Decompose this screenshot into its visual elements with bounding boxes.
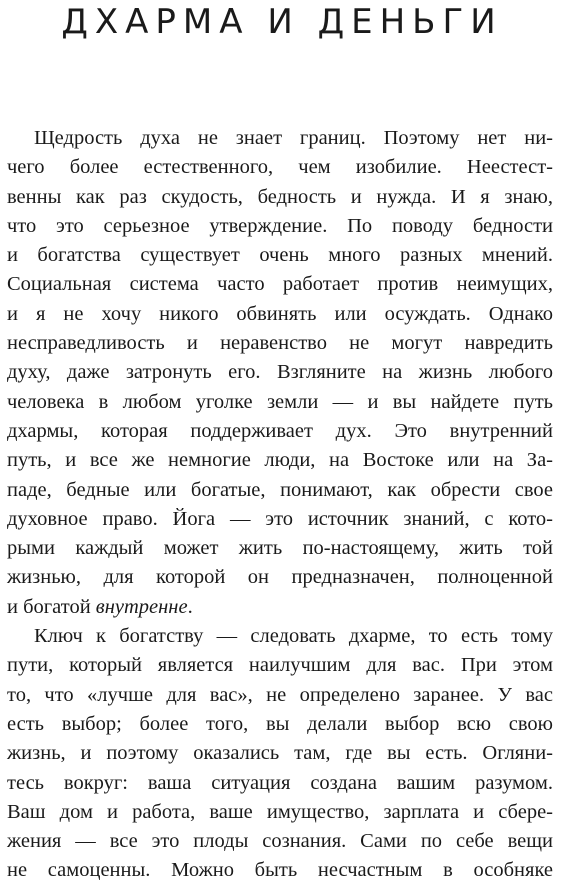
emphasized-word: внутренне xyxy=(95,595,188,618)
text-line: Ключ к богатству — следовать дхарме, то есть тому xyxy=(34,625,553,648)
text-line: жизнь, и поэтому оказались там, где вы есть. Огляни- xyxy=(7,742,553,765)
text-line: человека в любом уголке земли — и вы найдете путь xyxy=(7,390,553,413)
text-line: дхармы, которая поддерживает дух. Это внутренний xyxy=(7,419,553,442)
text-line: и богатства существует очень много разных мнений. xyxy=(7,244,553,267)
text-line: духу, даже затронуть его. Взгляните на жизнь любого xyxy=(7,361,553,384)
text-line: Ваш дом и работа, ваше имущество, зарплата и сбере- xyxy=(7,800,553,823)
paragraph-1 xyxy=(7,124,553,622)
text-line: пути, который является наилучшим для вас. При этом xyxy=(7,654,553,677)
text-fragment: и богатой xyxy=(7,595,96,618)
text-line: чего более естественного, чем изобилие. Неестест- xyxy=(7,156,553,179)
text-line: венны как раз скудость, бедность и нужда. И я знаю, xyxy=(7,185,553,208)
text-line: путь, и все же немногие люди, на Востоке или на За- xyxy=(7,449,553,472)
text-fragment: . xyxy=(187,595,193,618)
text-line: Социальная система часто работает против неимущих, xyxy=(7,273,553,296)
text-line: то, что «лучше для вас», не определено заранее. У вас xyxy=(7,683,553,706)
text-line: духовное право. Йога — это источник знаний, с кото- xyxy=(7,507,553,530)
text-line: не самоценны. Можно быть несчастным в особняке xyxy=(7,859,553,882)
body-text xyxy=(7,124,553,886)
text-line xyxy=(7,593,553,622)
text-line: жения — все это плоды сознания. Сами по себе вещи xyxy=(7,830,553,853)
text-line: несправедливость и неравенство не могут навредить xyxy=(7,332,553,355)
text-line: что это серьезное утверждение. По поводу бедности xyxy=(7,214,553,237)
text-line: тесь вокруг: ваша ситуация создана вашим разумом. xyxy=(7,771,553,794)
text-line: рыми каждый может жить по-настоящему, жить той xyxy=(7,537,553,560)
chapter-title: ДХАРМА И ДЕНЬГИ xyxy=(61,2,503,42)
text-line: и я не хочу никого обвинять или осуждать. Однако xyxy=(7,302,553,325)
text-line: Щедрость духа не знает границ. Поэтому нет ни- xyxy=(34,127,553,149)
text-line: жизнью, для которой он предназначен, полноценной xyxy=(7,566,553,589)
paragraph-2 xyxy=(7,622,553,886)
text-line: есть выбор; более того, вы делали выбор всю свою xyxy=(7,712,553,735)
text-line: паде, бедные или богатые, понимают, как обрести свое xyxy=(7,478,553,501)
